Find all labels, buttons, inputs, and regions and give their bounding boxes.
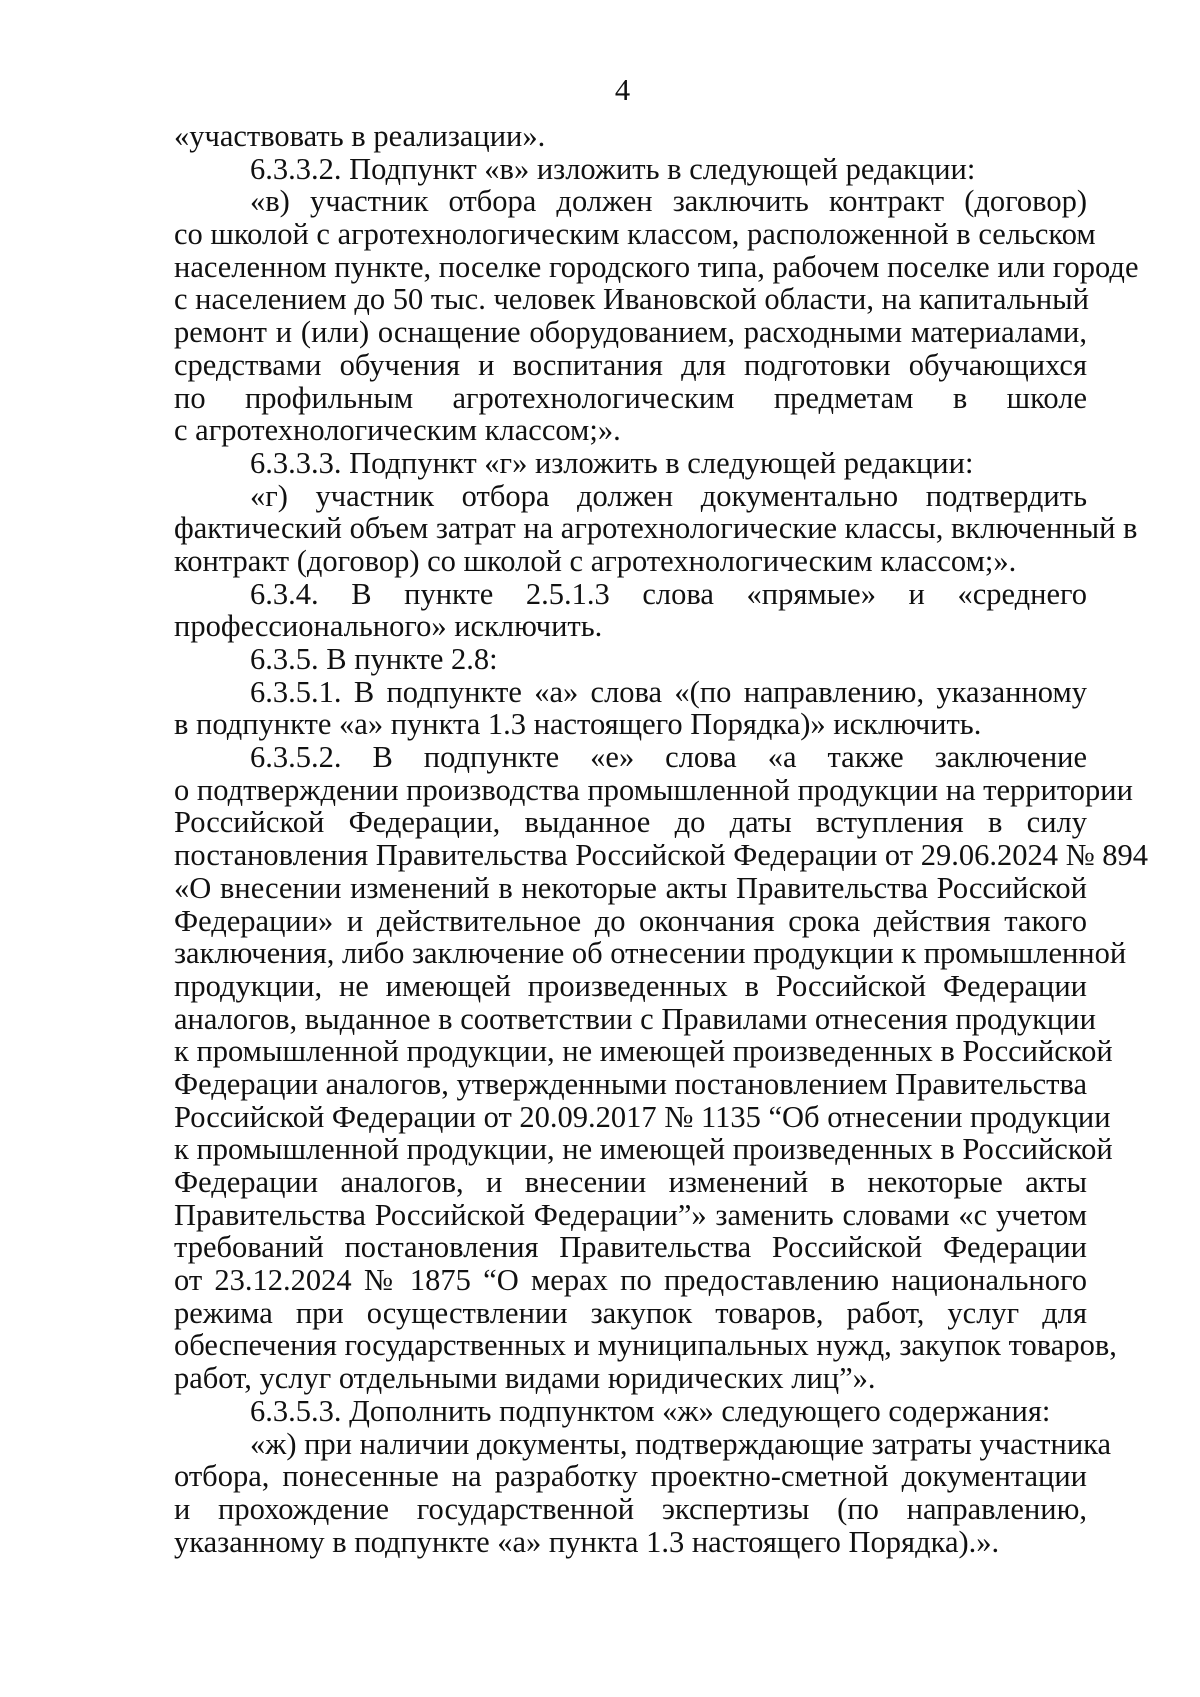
text-line: 6.3.5.2. В подпункте «е» слова «а также заключение: [250, 740, 1087, 775]
text-line: аналогов, выданное в соответствии с Правилами отнесения продукции: [174, 1001, 1096, 1036]
text-line: постановления Правительства Российской Федерации от 29.06.2024 № 894: [174, 838, 1149, 873]
text-line: от 23.12.2024 № 1875 “О мерах по предоставлению национального: [174, 1263, 1087, 1298]
text-line: «О внесении изменений в некоторые акты Правительства Российской: [174, 870, 1087, 905]
text-line: фактический объем затрат на агротехнологические классы, включенный в: [174, 511, 1138, 546]
text-line: 6.3.4. В пункте 2.5.1.3 слова «прямые» и «среднего: [250, 576, 1087, 611]
text-line: работ, услуг отдельными видами юридических лиц”».: [174, 1361, 876, 1396]
text-line: к промышленной продукции, не имеющей произведенных в Российской: [174, 1132, 1113, 1167]
text-line: обеспечения государственных и муниципальных нужд, закупок товаров,: [174, 1328, 1117, 1363]
text-line: Федерации» и действительное до окончания срока действия такого: [174, 903, 1087, 938]
text-line: Федерации аналогов, и внесении изменений в некоторые акты: [174, 1165, 1087, 1199]
text-line: продукции, не имеющей произведенных в Российской Федерации: [174, 968, 1087, 1003]
text-line: 6.3.5.3. Дополнить подпунктом «ж» следующего содержания:: [250, 1393, 1051, 1428]
text-line: 6.3.3.2. Подпункт «в» изложить в следующей редакции:: [250, 151, 976, 186]
text-line: с населением до 50 тыс. человек Ивановской области, на капитальный: [174, 282, 1089, 317]
text-line: и прохождение государственной экспертизы (по направлению,: [174, 1491, 1087, 1526]
text-line: указанному в подпункте «а» пункта 1.3 настоящего Порядка).».: [174, 1524, 1000, 1559]
text-line: 6.3.3.3. Подпункт «г» изложить в следующей редакции:: [250, 445, 974, 480]
text-line: со школой с агротехнологическим классом, расположенной в сельском: [174, 217, 1096, 252]
text-line: 6.3.5.1. В подпункте «а» слова «(по направлению, указанному: [250, 674, 1087, 709]
text-line: ремонт и (или) оснащение оборудованием, расходными материалами,: [174, 315, 1087, 350]
text-line: «в) участник отбора должен заключить контракт (договор): [250, 184, 1087, 219]
page-number: 4: [614, 73, 631, 107]
text-line: средствами обучения и воспитания для подготовки обучающихся: [174, 347, 1087, 382]
text-line: «ж) при наличии документы, подтверждающие затраты участника: [250, 1426, 1112, 1461]
text-line: по профильным агротехнологическим предметам в школе: [174, 380, 1087, 415]
text-line: требований постановления Правительства Российской Федерации: [174, 1230, 1087, 1265]
text-line: с агротехнологическим классом;».: [174, 413, 621, 448]
text-line: заключения, либо заключение об отнесении продукции к промышленной: [174, 936, 1127, 971]
text-line: к промышленной продукции, не имеющей произведенных в Российской: [174, 1034, 1113, 1069]
text-line: Правительства Российской Федерации”» заменить словами «с учетом: [174, 1197, 1087, 1232]
text-line: о подтверждении производства промышленной продукции на территории: [174, 772, 1133, 807]
text-line: «участвовать в реализации».: [174, 119, 546, 153]
text-line: профессионального» исключить.: [174, 609, 603, 644]
text-line: «г) участник отбора должен документально подтвердить: [250, 478, 1087, 513]
text-line: 6.3.5. В пункте 2.8:: [250, 642, 498, 676]
document-body: [174, 119, 1149, 1559]
text-line: отбора, понесенные на разработку проектно-сметной документации: [174, 1459, 1087, 1494]
text-line: в подпункте «а» пункта 1.3 настоящего Порядка)» исключить.: [174, 707, 982, 742]
text-line: Российской Федерации, выданное до даты вступления в силу: [174, 805, 1087, 840]
text-line: населенном пункте, поселке городского типа, рабочем поселке или городе: [174, 249, 1139, 284]
text-line: режима при осуществлении закупок товаров, работ, услуг для: [174, 1295, 1087, 1330]
text-line: Федерации аналогов, утвержденными постановлением Правительства: [174, 1066, 1088, 1101]
text-line: контракт (договор) со школой с агротехнологическим классом;».: [174, 543, 1017, 578]
text-line: Российской Федерации от 20.09.2017 № 1135 “Об отнесении продукции: [174, 1099, 1111, 1134]
